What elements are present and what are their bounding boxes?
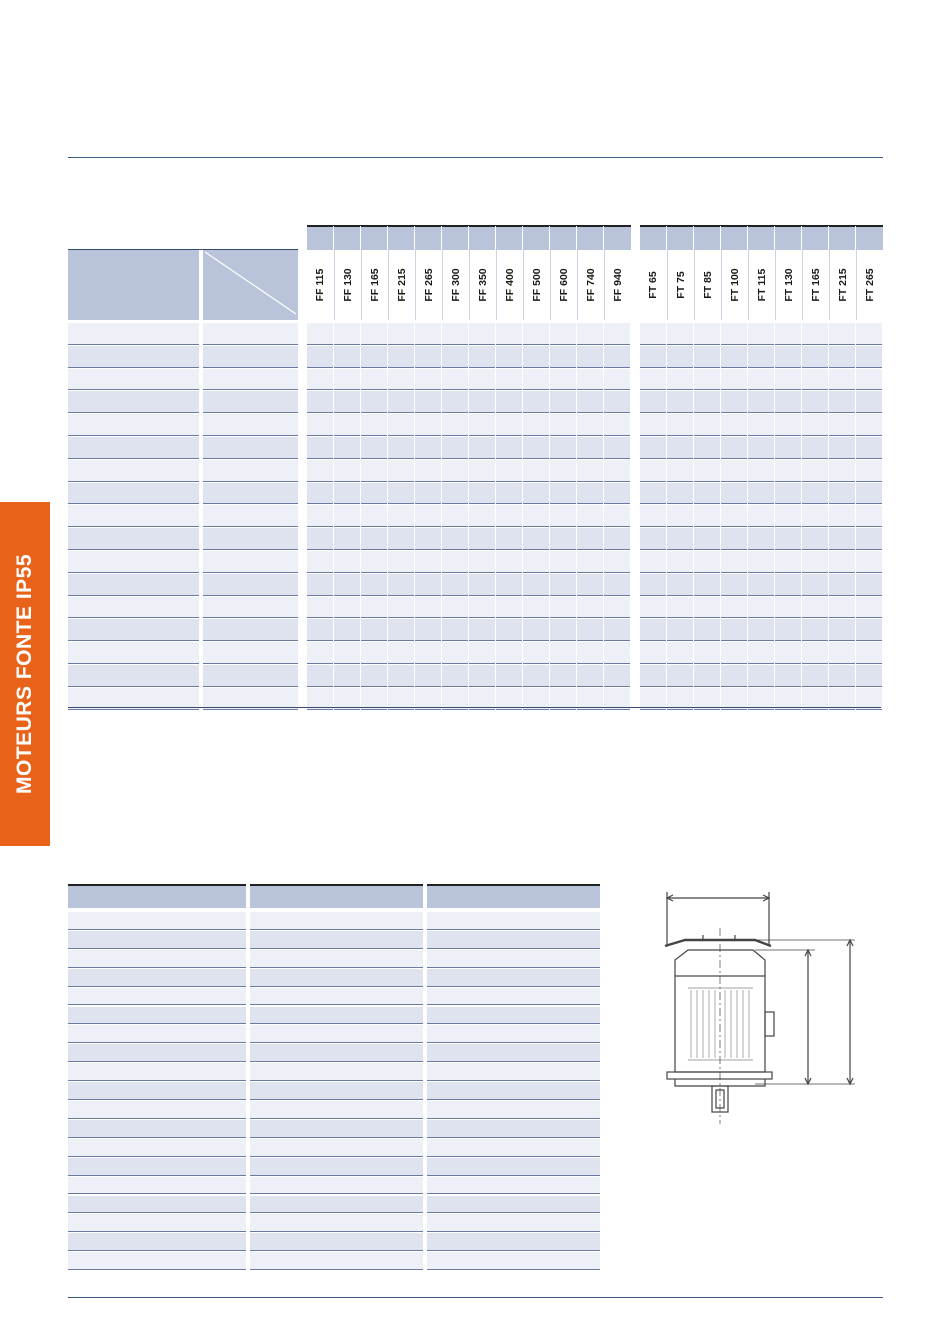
dim-table-cell <box>427 1214 600 1232</box>
dim-table-cell <box>427 1063 600 1081</box>
dim-table-cell <box>68 1139 246 1157</box>
ft-column-label: FT 85 <box>701 271 714 299</box>
dim-table-cell <box>250 1025 423 1043</box>
side-tab-label: MOTEURS FONTE IP55 <box>13 553 36 795</box>
dim-table-cell <box>250 931 423 949</box>
dim-table-cell <box>68 912 246 930</box>
dim-table-cell <box>68 1025 246 1043</box>
ff-column-label: FF 400 <box>503 268 516 302</box>
dim-table-cell <box>427 969 600 987</box>
dim-table-cell <box>427 1082 600 1100</box>
dim-table-cell <box>250 1101 423 1119</box>
dim-table-cell <box>68 931 246 949</box>
ft-column-label: FT 115 <box>755 268 768 302</box>
dim-table-cell <box>68 1101 246 1119</box>
ft-column-label: FT 130 <box>782 268 795 302</box>
dim-table-cell <box>250 1158 423 1176</box>
dim-table-cell <box>427 1252 600 1270</box>
ff-column-label: FF 500 <box>530 268 543 302</box>
dim-table-cell <box>250 1196 423 1214</box>
dim-table-cell <box>250 1252 423 1270</box>
dim-table-cell <box>250 1214 423 1232</box>
dim-table-cell <box>68 1196 246 1214</box>
ff-column-label: FF 350 <box>476 268 489 302</box>
dim-table-cell <box>427 1158 600 1176</box>
ff-column-label: FF 115 <box>314 268 326 302</box>
dim-table-cell <box>427 1120 600 1138</box>
dim-header-cell <box>250 884 423 908</box>
dim-table-cell <box>68 1044 246 1062</box>
dim-table-cell <box>427 988 600 1006</box>
dim-table-cell <box>250 988 423 1006</box>
dim-table-cell <box>250 1120 423 1138</box>
dim-table-cell <box>68 1158 246 1176</box>
dim-table-cell <box>250 969 423 987</box>
dim-table-cell <box>427 912 600 930</box>
dim-table-cell <box>68 950 246 968</box>
dim-table-cell <box>68 1233 246 1251</box>
ft-column-label: FT 265 <box>863 268 876 302</box>
dim-table-cell <box>427 1233 600 1251</box>
dim-table-cell <box>427 931 600 949</box>
ff-column-label: FF 130 <box>341 268 354 302</box>
dim-table-cell <box>250 1177 423 1195</box>
dim-table-cell <box>68 1007 246 1025</box>
dim-header-cell <box>68 884 246 908</box>
ft-column-label: FT 75 <box>674 271 687 299</box>
motor-dimension-drawing <box>655 888 870 1128</box>
dim-table-cell <box>68 1252 246 1270</box>
ff-column-label: FF 300 <box>449 268 462 302</box>
dim-table-cell <box>250 950 423 968</box>
ff-column-label: FF 740 <box>584 268 597 302</box>
dim-table-cell <box>427 1007 600 1025</box>
dim-table-cell <box>68 1177 246 1195</box>
dim-table-cell <box>68 969 246 987</box>
dim-table-cell <box>68 1082 246 1100</box>
ft-column-label: FT 215 <box>836 268 849 302</box>
ff-column-label: FF 265 <box>422 268 435 302</box>
dim-table-cell <box>250 1063 423 1081</box>
dim-table-cell <box>427 1177 600 1195</box>
ff-column-label: FF 940 <box>611 268 624 302</box>
dim-header-cell <box>427 884 600 908</box>
dim-table-cell <box>427 1139 600 1157</box>
dim-table-cell <box>250 1139 423 1157</box>
dim-table-cell <box>250 1007 423 1025</box>
dim-table-cell <box>250 912 423 930</box>
ff-column-label: FF 215 <box>395 268 408 302</box>
dim-table-cell <box>68 1063 246 1081</box>
dim-table-cell <box>68 1214 246 1232</box>
ff-column-label: FF 600 <box>557 268 570 302</box>
dim-table-cell <box>427 1196 600 1214</box>
ff-column-label: FF 165 <box>368 268 381 302</box>
dim-table-cell <box>427 1044 600 1062</box>
ft-column-label: FT 100 <box>728 268 741 302</box>
dim-table-cell <box>68 988 246 1006</box>
dim-table-cell <box>250 1082 423 1100</box>
ft-column-label: FT 65 <box>647 271 659 299</box>
dim-table-cell <box>250 1233 423 1251</box>
dim-table-cell <box>250 1044 423 1062</box>
dim-table-cell <box>427 1101 600 1119</box>
ft-column-label: FT 165 <box>809 268 822 302</box>
dim-table-cell <box>68 1120 246 1138</box>
dim-table-cell <box>427 950 600 968</box>
dim-table-cell <box>427 1025 600 1043</box>
